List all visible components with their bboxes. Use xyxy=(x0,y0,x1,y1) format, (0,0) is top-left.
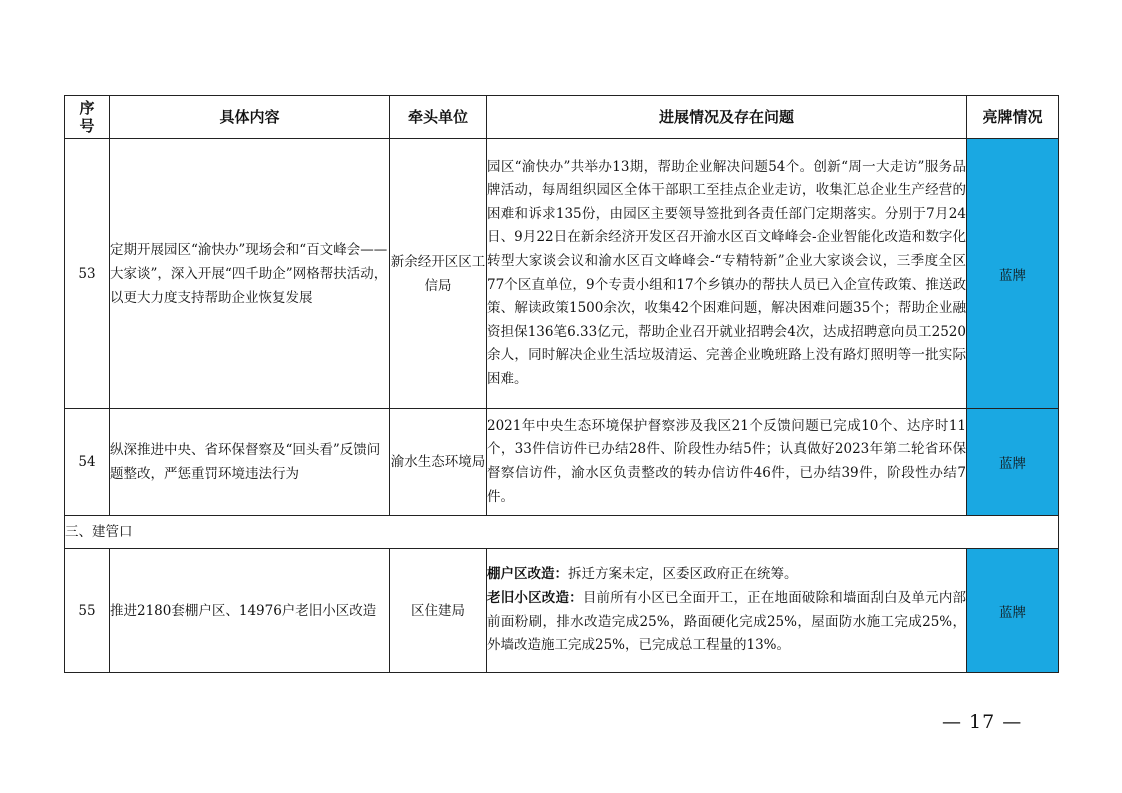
row-content: 定期开展园区“渝快办”现场会和“百文峰会——大家谈”，深入开展“四千助企”网格帮扶活动，以更大力度支持帮助企业恢复发展 xyxy=(110,139,390,409)
row-progress: 园区“渝快办”共举办13期，帮助企业解决问题54个。创新“周一大走访”服务品牌活动，每周组织园区全体干部职工至挂点企业走访，收集汇总企业生产经营的困难和诉求135份，由园区主要领导签批到各责任部门定期落实。分别于7月24日、9月22日在新余经济开发区召开渝水区百文峰峰会-企业智能化改造和数字化转型大家谈会议和渝水区百文峰峰会-“专精特新”企业大家谈会议，三季度全区77个区直单位，9个专责小组和17个乡镇办的帮扶人员已入企宣传政策、推送政策、解读政策1500余次，收集42个困难问题，解决困难问题35个；帮助企业融资担保136笔6.33亿元，帮助企业召开就业招聘会4次，达成招聘意向员工2520余人，同时解决企业生活垃圾清运、完善企业晚班路上没有路灯照明等一批实际困难。 xyxy=(487,139,967,409)
row-content: 纵深推进中央、省环保督察及“回头看”反馈问题整改，严惩重罚环境违法行为 xyxy=(110,409,390,516)
table-row xyxy=(65,409,1059,516)
section-row xyxy=(65,516,1059,549)
status-badge: 蓝牌 xyxy=(967,409,1059,516)
row-seq: 55 xyxy=(65,549,110,673)
header-content: 具体内容 xyxy=(110,96,390,139)
progress-label: 老旧小区改造： xyxy=(487,589,583,606)
row-progress: 2021年中央生态环境保护督察涉及我区21个反馈问题已完成10个、达序时11个，33件信访件已办结28件、阶段性办结5件；认真做好2023年第二轮省环保督察信访件，渝水区负责整改的转办信访件46件，已办结39件，阶段性办结7件。 xyxy=(487,409,967,516)
row-unit: 区住建局 xyxy=(390,549,487,673)
row-content: 推进2180套棚户区、14976户老旧小区改造 xyxy=(110,549,390,673)
row-unit: 新余经开区区工信局 xyxy=(390,139,487,409)
progress-table xyxy=(64,95,1059,673)
table-header-row xyxy=(65,96,1059,139)
page-number: — 17 — xyxy=(942,711,1023,733)
header-unit: 牵头单位 xyxy=(390,96,487,139)
table-row xyxy=(65,549,1059,673)
row-unit: 渝水生态环境局 xyxy=(390,409,487,516)
status-badge: 蓝牌 xyxy=(967,139,1059,409)
progress-label: 棚户区改造： xyxy=(487,566,568,583)
row-seq: 53 xyxy=(65,139,110,409)
table-row xyxy=(65,139,1059,409)
header-seq: 序号 xyxy=(65,96,110,139)
progress-text: 目前所有小区已全面开工，正在地面破除和墙面刮白及单元内部前面粉刷，排水改造完成25%，路面硬化完成25%，屋面防水施工完成25%，外墙改造施工完成25%，已完成总工程量的13%。 xyxy=(487,589,967,654)
row-progress xyxy=(487,549,967,673)
progress-item-shanty xyxy=(487,563,966,587)
row-seq: 54 xyxy=(65,409,110,516)
progress-item-old-community xyxy=(487,587,966,658)
status-badge: 蓝牌 xyxy=(967,549,1059,673)
header-progress: 进展情况及存在问题 xyxy=(487,96,967,139)
header-badge: 亮牌情况 xyxy=(967,96,1059,139)
section-title: 三、建管口 xyxy=(65,516,1059,549)
progress-text: 拆迁方案未定，区委区政府正在统筹。 xyxy=(568,566,798,583)
